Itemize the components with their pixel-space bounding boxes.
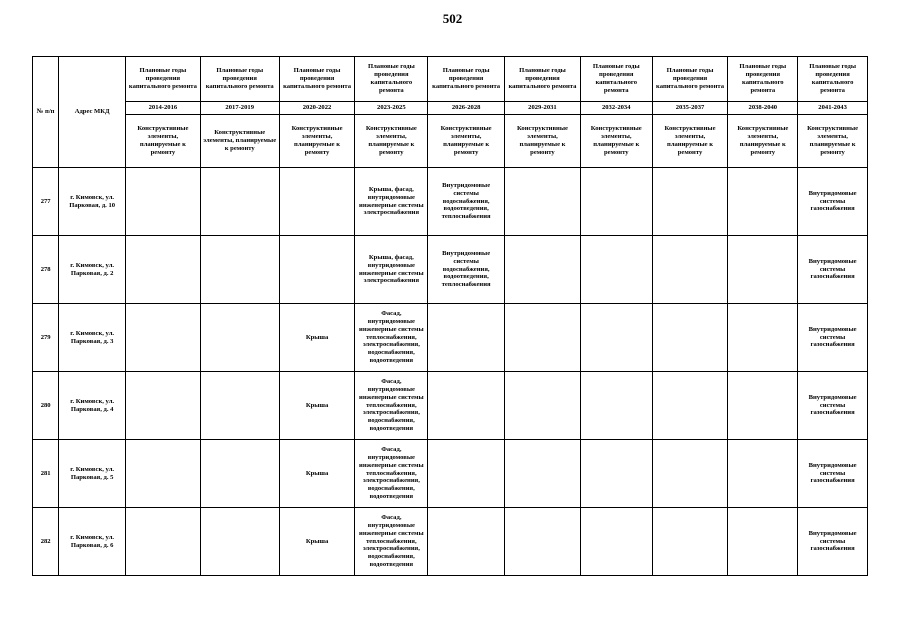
row-work-cell	[728, 304, 798, 372]
table-row	[33, 304, 868, 372]
row-work-cell	[580, 304, 652, 372]
row-work-cell	[279, 168, 355, 236]
row-address: г. Кимовск, ул. Парковая, д. 6	[59, 508, 126, 576]
row-work-cell: Внутридомовые системы водоснабжения, водоотведения, теплоснабжения	[428, 236, 505, 304]
row-work-cell	[728, 168, 798, 236]
row-work-cell	[580, 508, 652, 576]
header-address: Адрес МКД	[59, 57, 126, 168]
header-period-years: 2020-2022	[279, 102, 355, 115]
row-work-cell	[505, 304, 581, 372]
header-period-years: 2023-2025	[355, 102, 428, 115]
row-work-cell: Внутридомовые системы газоснабжения	[798, 236, 868, 304]
row-work-cell	[126, 236, 201, 304]
header-period-years: 2038-2040	[728, 102, 798, 115]
header-elements-label: Конструктивные элементы, планируемые к ремонту	[200, 115, 279, 168]
row-work-cell: Фасад, внутридомовые инженерные системы теплоснабжения, электроснабжения, водоснабжения, водоотведения	[355, 372, 428, 440]
row-work-cell: Крыша	[279, 304, 355, 372]
row-address: г. Кимовск, ул. Парковая, д. 2	[59, 236, 126, 304]
row-work-cell: Внутридомовые системы газоснабжения	[798, 372, 868, 440]
row-address: г. Кимовск, ул. Парковая, д. 3	[59, 304, 126, 372]
table-row	[33, 236, 868, 304]
row-work-cell	[428, 508, 505, 576]
row-work-cell	[728, 508, 798, 576]
header-period-label: Плановые годы проведения капитального ремонта	[652, 57, 728, 102]
row-work-cell	[200, 304, 279, 372]
row-work-cell	[126, 508, 201, 576]
row-work-cell	[580, 236, 652, 304]
table-row	[33, 440, 868, 508]
row-work-cell	[505, 168, 581, 236]
header-period-label: Плановые годы проведения капитального ремонта	[126, 57, 201, 102]
row-work-cell	[200, 508, 279, 576]
header-period-years: 2014-2016	[126, 102, 201, 115]
row-work-cell	[200, 236, 279, 304]
table-header	[33, 57, 868, 168]
row-address: г. Кимовск, ул. Парковая, д. 5	[59, 440, 126, 508]
header-elements-label: Конструктивные элементы, планируемые к ремонту	[505, 115, 581, 168]
row-work-cell	[279, 236, 355, 304]
row-work-cell: Внутридомовые системы водоснабжения, водоотведения, теплоснабжения	[428, 168, 505, 236]
row-number: 278	[33, 236, 59, 304]
row-number: 280	[33, 372, 59, 440]
page-number: 502	[442, 11, 463, 26]
header-period-years: 2026-2028	[428, 102, 505, 115]
row-work-cell	[126, 372, 201, 440]
header-period-years: 2029-2031	[505, 102, 581, 115]
header-elements-label: Конструктивные элементы, планируемые к ремонту	[580, 115, 652, 168]
header-period-label: Плановые годы проведения капитального ремонта	[200, 57, 279, 102]
row-work-cell	[652, 236, 728, 304]
table-body	[33, 168, 868, 576]
table-row	[33, 372, 868, 440]
row-work-cell: Внутридомовые системы газоснабжения	[798, 440, 868, 508]
table-row	[33, 508, 868, 576]
row-address: г. Кимовск, ул. Парковая, д. 10	[59, 168, 126, 236]
header-elements-label: Конструктивные элементы, планируемые к ремонту	[728, 115, 798, 168]
row-number: 281	[33, 440, 59, 508]
row-work-cell	[580, 168, 652, 236]
row-work-cell	[652, 440, 728, 508]
row-work-cell	[652, 168, 728, 236]
header-period-label: Плановые годы проведения капитального ремонта	[279, 57, 355, 102]
row-work-cell: Внутридомовые системы газоснабжения	[798, 304, 868, 372]
header-num: № п/п	[33, 57, 59, 168]
header-period-label: Плановые годы проведения капитального ремонта	[798, 57, 868, 102]
row-work-cell	[126, 168, 201, 236]
row-work-cell: Внутридомовые системы газоснабжения	[798, 168, 868, 236]
row-work-cell	[505, 236, 581, 304]
table-row	[33, 168, 868, 236]
row-work-cell	[580, 372, 652, 440]
row-work-cell	[200, 440, 279, 508]
header-elements-label: Конструктивные элементы, планируемые к ремонту	[798, 115, 868, 168]
row-work-cell: Фасад, внутридомовые инженерные системы теплоснабжения, электроснабжения, водоснабжения, водоотведения	[355, 440, 428, 508]
row-work-cell	[126, 304, 201, 372]
header-period-years: 2032-2034	[580, 102, 652, 115]
row-work-cell	[652, 508, 728, 576]
header-period-label: Плановые годы проведения капитального ремонта	[355, 57, 428, 102]
row-number: 282	[33, 508, 59, 576]
repair-schedule-table	[32, 56, 868, 576]
header-elements-label: Конструктивные элементы, планируемые к ремонту	[428, 115, 505, 168]
header-elements-label: Конструктивные элементы, планируемые к ремонту	[652, 115, 728, 168]
row-number: 279	[33, 304, 59, 372]
row-work-cell	[728, 372, 798, 440]
row-work-cell	[728, 440, 798, 508]
row-work-cell: Фасад, внутридомовые инженерные системы теплоснабжения, электроснабжения, водоснабжения, водоотведения	[355, 508, 428, 576]
header-period-years: 2017-2019	[200, 102, 279, 115]
row-work-cell	[200, 372, 279, 440]
header-elements-label: Конструктивные элементы, планируемые к ремонту	[355, 115, 428, 168]
row-work-cell	[428, 304, 505, 372]
row-work-cell: Крыша	[279, 372, 355, 440]
header-period-label: Плановые годы проведения капитального ремонта	[428, 57, 505, 102]
row-work-cell: Крыша	[279, 508, 355, 576]
row-work-cell	[728, 236, 798, 304]
header-period-label: Плановые годы проведения капитального ремонта	[505, 57, 581, 102]
row-work-cell	[200, 168, 279, 236]
row-work-cell	[428, 440, 505, 508]
header-elements-label: Конструктивные элементы, планируемые к ремонту	[279, 115, 355, 168]
row-work-cell: Внутридомовые системы газоснабжения	[798, 508, 868, 576]
row-work-cell	[652, 304, 728, 372]
row-work-cell: Крыша	[279, 440, 355, 508]
row-number: 277	[33, 168, 59, 236]
header-period-years: 2035-2037	[652, 102, 728, 115]
row-work-cell	[505, 440, 581, 508]
row-work-cell	[126, 440, 201, 508]
row-work-cell	[505, 508, 581, 576]
row-work-cell	[580, 440, 652, 508]
header-period-years: 2041-2043	[798, 102, 868, 115]
header-period-label: Плановые годы проведения капитального ремонта	[728, 57, 798, 102]
header-elements-label: Конструктивные элементы, планируемые к ремонту	[126, 115, 201, 168]
row-work-cell: Фасад, внутридомовые инженерные системы теплоснабжения, электроснабжения, водоснабжения, водоотведения	[355, 304, 428, 372]
row-work-cell	[428, 372, 505, 440]
row-work-cell: Крыша, фасад, внутридомовые инженерные системы электроснабжения	[355, 168, 428, 236]
row-work-cell	[505, 372, 581, 440]
row-work-cell: Крыша, фасад, внутридомовые инженерные системы электроснабжения	[355, 236, 428, 304]
header-period-label: Плановые годы проведения капитального ремонта	[580, 57, 652, 102]
row-work-cell	[652, 372, 728, 440]
row-address: г. Кимовск, ул. Парковая, д. 4	[59, 372, 126, 440]
